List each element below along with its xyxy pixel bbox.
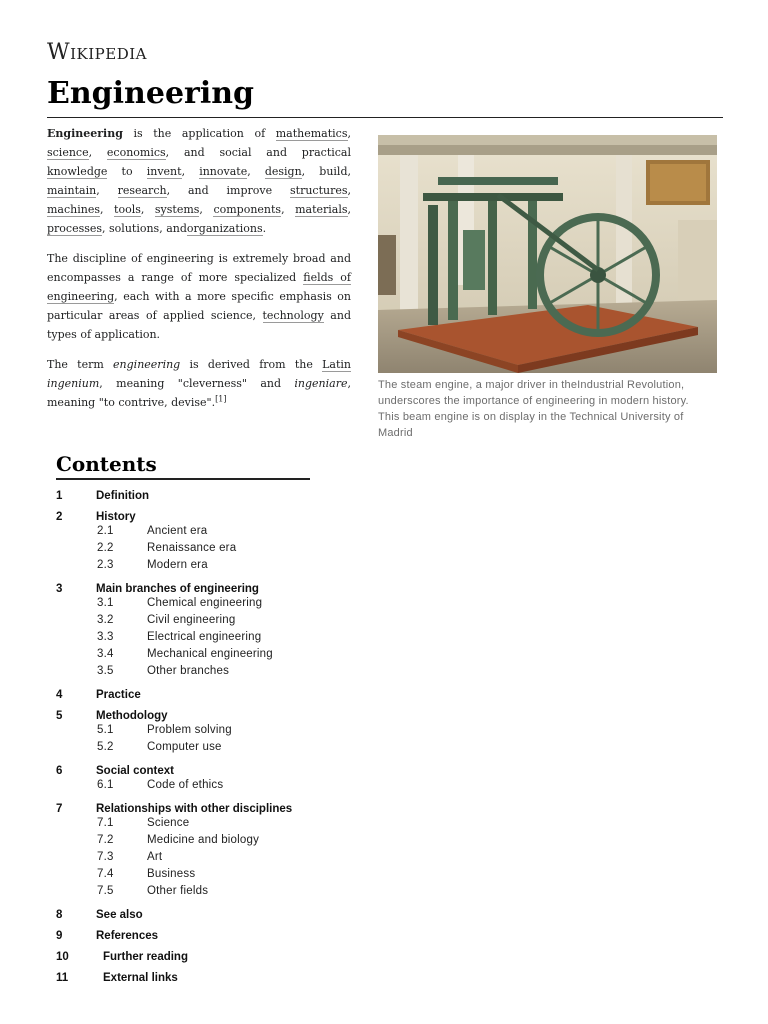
toc-section[interactable] xyxy=(56,907,326,928)
italic-term: engineering xyxy=(113,358,181,371)
link-economics[interactable]: economics xyxy=(106,146,166,159)
toc-subsection-label[interactable]: Mechanical engineering xyxy=(147,648,273,660)
toc-section-label[interactable]: See also xyxy=(96,909,143,921)
link-technology[interactable]: technology xyxy=(262,309,324,322)
toc-subsection-label[interactable]: Electrical engineering xyxy=(147,631,262,643)
toc-subsection[interactable] xyxy=(56,724,326,741)
text-run: . xyxy=(262,222,267,235)
lead-term: Engineering xyxy=(47,127,123,140)
toc-subsection-label[interactable]: Problem solving xyxy=(147,724,232,736)
toc-subsection[interactable] xyxy=(56,542,326,559)
toc-subsection[interactable] xyxy=(56,741,326,758)
text-run: , xyxy=(181,165,200,178)
text-run: , xyxy=(199,203,214,216)
link-tools[interactable]: tools xyxy=(114,203,141,216)
toc-subsection[interactable] xyxy=(56,817,326,834)
toc-subsection-number: 3.4 xyxy=(97,648,114,660)
toc-subsection-number: 2.2 xyxy=(97,542,114,554)
toc-section-number: 3 xyxy=(56,583,63,595)
text-run: , meaning "cleverness" and xyxy=(99,377,295,390)
link-components[interactable]: components xyxy=(213,203,282,216)
text-run: is the application of xyxy=(122,127,276,140)
toc-subsection[interactable] xyxy=(56,834,326,851)
toc-subsection[interactable] xyxy=(56,851,326,868)
italic-term: ingeniare xyxy=(294,377,348,390)
steam-engine-photo[interactable] xyxy=(378,135,717,373)
toc-subsection-label[interactable]: Business xyxy=(147,868,196,880)
text-run: , xyxy=(140,203,155,216)
text-run: , xyxy=(347,203,352,216)
text-run: The discipline of engineering is extremely broad and encompasses a range of more specialized xyxy=(47,252,351,284)
toc-list xyxy=(56,488,326,991)
toc-section-label[interactable]: Social context xyxy=(96,765,174,777)
toc-subsection-label[interactable]: Civil engineering xyxy=(147,614,236,626)
toc-section[interactable] xyxy=(56,687,326,708)
toc-subsection[interactable] xyxy=(56,614,326,631)
text-run: The term xyxy=(47,358,114,371)
toc-subsection-number: 2.1 xyxy=(97,525,114,537)
toc-subsection[interactable] xyxy=(56,885,326,902)
intro-text xyxy=(47,124,351,423)
toc-section[interactable] xyxy=(56,801,326,817)
toc-subsection-number: 3.5 xyxy=(97,665,114,677)
text-run: and types of application. xyxy=(47,309,351,341)
toc-section-number: 1 xyxy=(56,490,63,502)
link-structures[interactable]: structures xyxy=(290,184,348,197)
toc-section[interactable] xyxy=(56,928,326,949)
toc-subsection-number: 5.2 xyxy=(97,741,114,753)
toc-section-number: 6 xyxy=(56,765,63,777)
text-run: , meaning "to contrive, devise". xyxy=(47,377,351,409)
toc-section-number: 9 xyxy=(56,930,63,942)
link-research[interactable]: research xyxy=(117,184,167,197)
toc-section-number: 10 xyxy=(56,951,69,963)
link-design[interactable]: design xyxy=(264,165,302,178)
text-run: , each with a more specific emphasis on particular areas of applied science, xyxy=(47,290,351,322)
toc-subsection[interactable] xyxy=(56,525,326,542)
toc-subsection-number: 3.1 xyxy=(97,597,114,609)
text-run: , xyxy=(347,184,351,197)
link-science[interactable]: science xyxy=(47,146,89,159)
text-run: , xyxy=(100,203,115,216)
toc-subsection-label[interactable]: Computer use xyxy=(147,741,222,753)
toc-section[interactable] xyxy=(56,970,326,991)
toc-subsection-label[interactable]: Other branches xyxy=(147,665,230,677)
toc-section-number: 2 xyxy=(56,511,63,523)
link-organizations[interactable]: organizations xyxy=(186,222,263,235)
text-run: , xyxy=(347,127,351,140)
intro-paragraph-2 xyxy=(47,249,351,344)
toc-subsection-number: 7.2 xyxy=(97,834,114,846)
toc-subsection[interactable] xyxy=(56,597,326,614)
toc-subsection[interactable] xyxy=(56,665,326,682)
link-systems[interactable]: systems xyxy=(154,203,200,216)
link-materials[interactable]: materials xyxy=(295,203,348,216)
toc-subsection-number: 2.3 xyxy=(97,559,114,571)
link-invent[interactable]: invent xyxy=(146,165,182,178)
toc-subsection[interactable] xyxy=(56,779,326,796)
link-maintain[interactable]: maintain xyxy=(47,184,97,197)
toc-title: Contents xyxy=(56,452,157,476)
toc-section-number: 5 xyxy=(56,710,63,722)
title-divider xyxy=(47,117,723,118)
toc-subsection-number: 3.2 xyxy=(97,614,114,626)
toc-subsection[interactable] xyxy=(56,559,326,576)
toc-subsection-label[interactable]: Renaissance era xyxy=(147,542,237,554)
page-title: Engineering xyxy=(47,76,255,111)
reference-1[interactable]: [1] xyxy=(215,394,227,404)
toc-subsection-label[interactable]: Code of ethics xyxy=(147,779,224,791)
toc-subsection-number: 3.3 xyxy=(97,631,114,643)
toc-subsection[interactable] xyxy=(56,868,326,885)
text-run: , solutions, and xyxy=(102,222,187,235)
toc-subsection-number: 7.3 xyxy=(97,851,114,863)
toc-subsection-label[interactable]: Ancient era xyxy=(147,525,208,537)
figure-caption: The steam engine, a major driver in theIndustrial Revolution, underscores the importance of engineering in modern history. This beam engine is on display in the Technical University of Madrid xyxy=(378,379,689,439)
toc-subsection-number: 7.1 xyxy=(97,817,114,829)
toc-section-label[interactable]: Relationships with other disciplines xyxy=(96,803,293,815)
toc-subsection-label[interactable]: Medicine and biology xyxy=(147,834,260,846)
toc-section-label[interactable]: External links xyxy=(103,972,178,984)
toc-section[interactable] xyxy=(56,581,326,597)
table-of-contents xyxy=(56,450,326,991)
toc-section-number: 7 xyxy=(56,803,63,815)
text-run: , xyxy=(88,146,107,159)
link-knowledge[interactable]: knowledge xyxy=(47,165,108,178)
text-run: , and improve xyxy=(166,184,290,197)
toc-section-label[interactable]: History xyxy=(96,511,136,523)
toc-section-label[interactable]: References xyxy=(96,930,159,942)
intro-paragraph-3 xyxy=(47,355,351,412)
toc-section-label[interactable]: Definition xyxy=(96,490,150,502)
toc-subsection-label[interactable]: Art xyxy=(147,851,163,863)
toc-subsection-number: 5.1 xyxy=(97,724,114,736)
text-run: , build, xyxy=(301,165,351,178)
link-innovate[interactable]: innovate xyxy=(199,165,248,178)
text-run: is derived from the xyxy=(180,358,323,371)
toc-divider xyxy=(56,478,310,480)
text-run: , xyxy=(247,165,265,178)
link-machines[interactable]: machines xyxy=(47,203,100,216)
toc-section-number: 8 xyxy=(56,909,63,921)
toc-subsection-number: 7.5 xyxy=(97,885,114,897)
text-run: , xyxy=(96,184,118,197)
link-processes[interactable]: processes xyxy=(47,222,103,235)
toc-section-label[interactable]: Practice xyxy=(96,689,141,701)
toc-section-label[interactable]: Main branches of engineering xyxy=(96,583,259,595)
toc-section[interactable] xyxy=(56,763,326,779)
toc-subsection-label[interactable]: Other fields xyxy=(147,885,209,897)
toc-section[interactable] xyxy=(56,708,326,724)
text-run: , and social and practical xyxy=(165,146,351,159)
toc-subsection-number: 7.4 xyxy=(97,868,114,880)
toc-section[interactable] xyxy=(56,509,326,525)
link-latin[interactable]: Latin xyxy=(322,358,351,371)
toc-section[interactable] xyxy=(56,949,326,970)
toc-subsection-label[interactable]: Chemical engineering xyxy=(147,597,263,609)
toc-subsection[interactable] xyxy=(56,631,326,648)
toc-subsection-label[interactable]: Modern era xyxy=(147,559,208,571)
toc-section-number: 11 xyxy=(56,972,69,984)
text-run: , xyxy=(281,203,296,216)
toc-subsection-label[interactable]: Science xyxy=(147,817,190,829)
toc-section-number: 4 xyxy=(56,689,63,701)
intro-paragraph-1 xyxy=(47,124,351,238)
text-run: to xyxy=(107,165,147,178)
link-fields-of-engineering[interactable]: fields of engineering xyxy=(47,271,351,303)
infobox-figure xyxy=(378,135,717,441)
toc-section-label[interactable]: Methodology xyxy=(96,710,168,722)
italic-term: ingenium xyxy=(47,377,100,390)
toc-subsection-number: 6.1 xyxy=(97,779,114,791)
link-mathematics[interactable]: mathematics xyxy=(275,127,348,140)
wikipedia-wordmark[interactable]: Wikipedia xyxy=(47,40,147,65)
toc-section[interactable] xyxy=(56,488,326,509)
toc-section-label[interactable]: Further reading xyxy=(103,951,188,963)
toc-subsection[interactable] xyxy=(56,648,326,665)
